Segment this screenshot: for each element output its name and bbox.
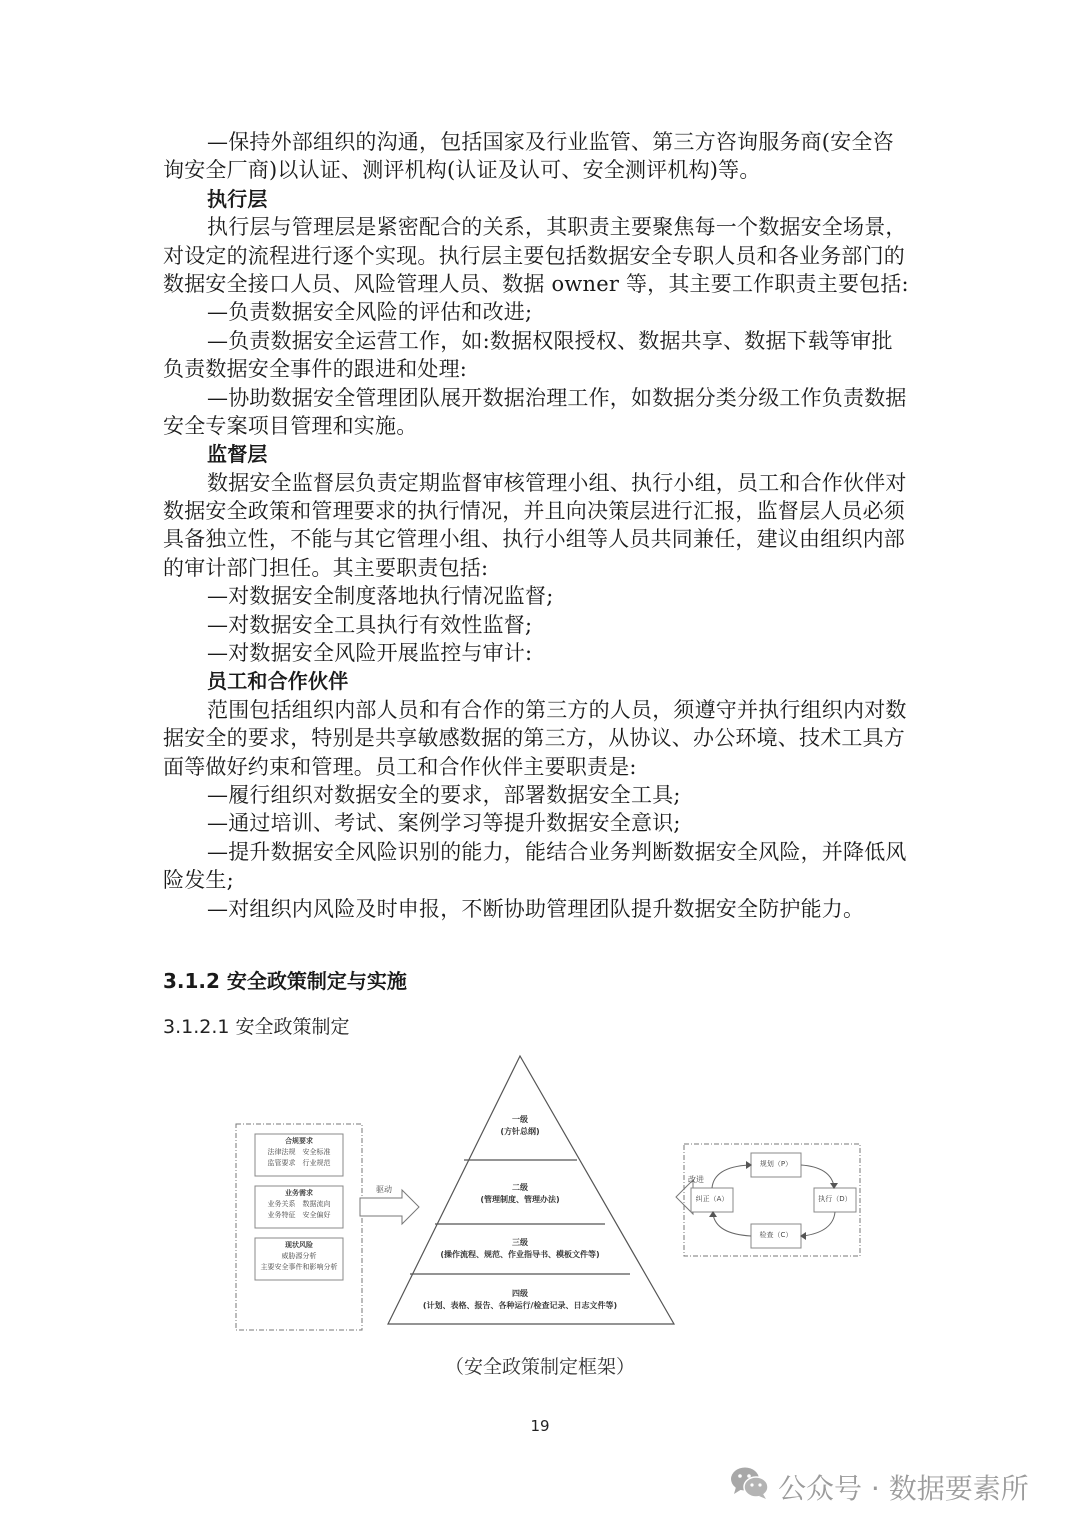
text-line: 数据安全监督层负责定期监督审核管理小组、执行小组，员工和合作伙伴对	[207, 470, 907, 495]
text-line: —协助数据安全管理团队展开数据治理工作，如数据分类分级工作负责数据	[207, 385, 907, 410]
section-title: 3.1.2 安全政策制定与实施	[163, 969, 407, 993]
watermark-text: 公众号 · 数据要素所	[778, 1471, 1029, 1505]
text-line: 具备独立性，不能与其它管理小组、执行小组等人员共同兼任，建议由组织内部	[163, 527, 905, 552]
policy-framework-diagram	[230, 1050, 870, 1340]
watermark	[730, 1466, 1029, 1507]
wechat-icon	[730, 1466, 770, 1507]
text-line: 据安全的要求，特别是共享敏感数据的第三方，从协议、办公环境、技术工具方	[163, 726, 905, 751]
pdca-check-label: 检查（C）	[759, 1231, 793, 1239]
improve-arrow-label: 改进	[688, 1175, 704, 1184]
text-line: 安全专案项目管理和实施。	[163, 413, 418, 438]
text-line: —对数据安全风险开展监控与审计:	[207, 641, 533, 666]
text-line: 险发生;	[163, 868, 234, 893]
pyramid-level-1: 一级 (方针总纲)	[500, 1115, 540, 1136]
pyramid-level-2: 二级 (管理制度、管理办法)	[480, 1183, 560, 1204]
business-box-text: 业务需求 业务关系 数据流向 业务特征 安全偏好	[267, 1189, 331, 1219]
risk-box-text: 现状风险 威胁源分析 主要安全事件和影响分析	[260, 1241, 338, 1271]
pdca-plan-label: 规划（P）	[759, 1160, 793, 1168]
text-line: 执行层与管理层是紧密配合的关系，其职责主要聚焦每一个数据安全场景，	[207, 215, 907, 240]
figure-caption: （安全政策制定框架）	[444, 1356, 635, 1378]
text-line: —履行组织对数据安全的要求，部署数据安全工具;	[207, 782, 681, 807]
text-line: —对数据安全制度落地执行情况监督;	[207, 584, 554, 609]
text-line: —对组织内风险及时申报，不断协助管理团队提升数据安全防护能力。	[207, 896, 865, 921]
sub-heading: 执行层	[207, 186, 268, 211]
pyramid-level-3: 三级 (操作流程、规范、作业指导书、模板文件等)	[440, 1238, 600, 1259]
sub-heading: 监督层	[207, 442, 268, 467]
sub-heading: 员工和合作伙伴	[207, 669, 349, 694]
text-line: —提升数据安全风险识别的能力，能结合业务判断数据安全风险，并降低风	[207, 839, 907, 864]
text-line: 数据安全政策和管理要求的执行情况，并且向决策层进行汇报，监督层人员必须	[163, 499, 905, 524]
text-line: 的审计部门担任。其主要职责包括:	[163, 555, 489, 580]
text-line: 询安全厂商)以认证、测评机构(认证及认可、安全测评机构)等。	[163, 158, 761, 183]
text-line: —通过培训、考试、案例学习等提升数据安全意识;	[207, 811, 681, 836]
pdca-do-label: 执行（D）	[818, 1195, 852, 1203]
pyramid-level-4: 四级 (计划、表格、报告、各种运行/检查记录、日志文件等)	[422, 1289, 618, 1310]
text-line: 数据安全接口人员、风险管理人员、数据 owner 等，其主要工作职责主要包括:	[163, 271, 909, 296]
text-line: —负责数据安全风险的评估和改进;	[207, 300, 533, 325]
text-line: 面等做好约束和管理。员工和合作伙伴主要职责是:	[163, 754, 637, 779]
text-line: 负责数据安全事件的跟进和处理:	[163, 357, 468, 382]
text-line: —负责数据安全运营工作，如:数据权限授权、数据共享、数据下载等审批	[207, 328, 893, 353]
pdca-act-label: 纠正（A）	[695, 1195, 729, 1203]
drive-arrow-label: 驱动	[376, 1185, 392, 1194]
page-number: 19	[530, 1417, 550, 1435]
compliance-box-text: 合规要求 法律法规 安全标准 监管要求 行业规范	[267, 1137, 331, 1167]
section-subtitle: 3.1.2.1 安全政策制定	[163, 1016, 350, 1038]
text-line: —保持外部组织的沟通，包括国家及行业监管、第三方咨询服务商(安全咨	[207, 130, 894, 154]
text-line: 范围包括组织内部人员和有合作的第三方的人员，须遵守并执行组织内对数	[207, 697, 907, 722]
text-line: —对数据安全工具执行有效性监督;	[207, 612, 533, 637]
text-line: 对设定的流程进行逐个实现。执行层主要包括数据安全专职人员和各业务部门的	[163, 243, 905, 268]
body-text	[163, 128, 919, 923]
